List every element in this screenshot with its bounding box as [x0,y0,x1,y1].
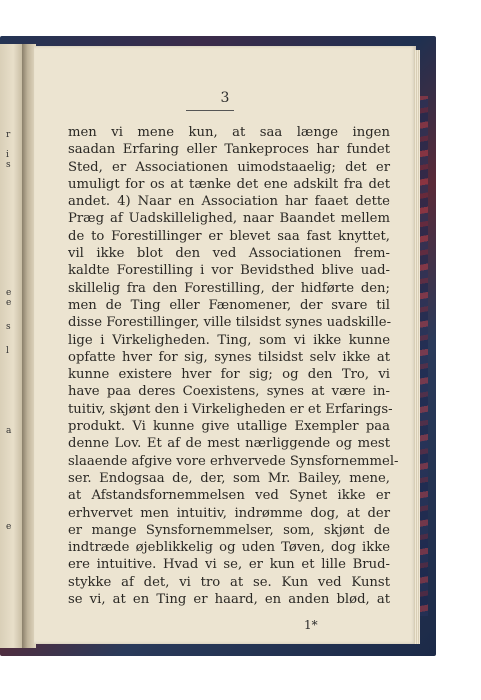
page-number-rule [186,110,234,111]
text-line: saadan Erfaring eller Tankeproces har fundet [68,142,390,158]
text-line: men de Ting eller Fænomener, der svare til [68,297,390,313]
text-line: lige i Virkeligheden. Ting, som vi ikke kunne [68,332,390,348]
text-line: tuitiv, skjønt den i Virkeligheden er et Erfarings- [68,401,393,417]
text-line: indtræde øjeblikkelig og uden Tøven, dog ikke [68,540,390,556]
text-line: men vi mene kun, at saa længe ingen [68,125,390,140]
left-page-fragment: e [6,522,12,532]
text-line: Præg af Uadskillelighed, naar Baandet mellem [68,211,390,227]
text-line: Sted, er Associationen uimodstaaelig; det er [68,159,390,175]
text-line: skillelig fra den Forestilling, der hidførte den; [68,280,390,296]
signature-mark: 1* [304,618,318,632]
text-line: at Afstandsfornemmelsen ved Synet ikke er [68,488,390,504]
left-page-fragment: e [6,298,12,308]
text-line: umuligt for os at tænke det ene adskilt fra det [68,176,390,192]
text-line: produkt. Vi kunne give utallige Exempler paa [68,419,390,435]
left-page-fragment: e [6,288,12,298]
left-page-fragment: a [6,426,12,436]
text-line: opfatte hver for sig, synes tilsidst selv ikke at [68,349,390,365]
text-line: andet. 4) Naar en Association har faaet dette [68,194,390,210]
left-page-fragment: l [6,346,9,356]
page-number: 3 [220,90,230,106]
text-line: stykke af det, vi tro at se. Kun ved Kunst [68,574,390,590]
text-line: ser. Endogsaa de, der, som Mr. Bailey, mene, [68,470,390,486]
page-block-edge [414,50,420,644]
text-line: vil ikke blot den ved Associationen frem- [68,246,390,262]
text-line: have paa deres Coexistens, synes at være in- [68,384,390,400]
left-page-edge [0,44,22,648]
text-line: er mange Synsfornemmelser, som, skjønt de [68,522,390,538]
text-line: kaldte Forestilling i vor Bevidsthed blive uad- [68,263,390,279]
left-page-fragment: s [6,322,11,332]
text-line: kunne existere hver for sig; og den Tro, vi [68,367,390,383]
body-text [68,124,399,608]
right-page [34,46,416,644]
text-line: de to Forestillinger er blevet saa fast knyttet, [68,228,390,244]
text-line: disse Forestillinger, ville tilsidst synes uadskille- [68,315,392,331]
left-page-fragment: i [6,150,9,160]
left-page-fragment: r [6,130,11,140]
text-line: denne Lov. Et af de mest nærliggende og mest [68,436,390,452]
text-line: erhvervet men intuitiv, indrømme dog, at der [68,505,390,521]
text-line: ere intuitive. Hvad vi se, er kun et lille Brud- [68,557,390,573]
text-line: se vi, at en Ting er haard, en anden blød, at [68,592,390,608]
text-line: slaaende afgive vore erhvervede Synsfornemmel- [68,453,399,469]
left-page-fragment: s [6,160,11,170]
